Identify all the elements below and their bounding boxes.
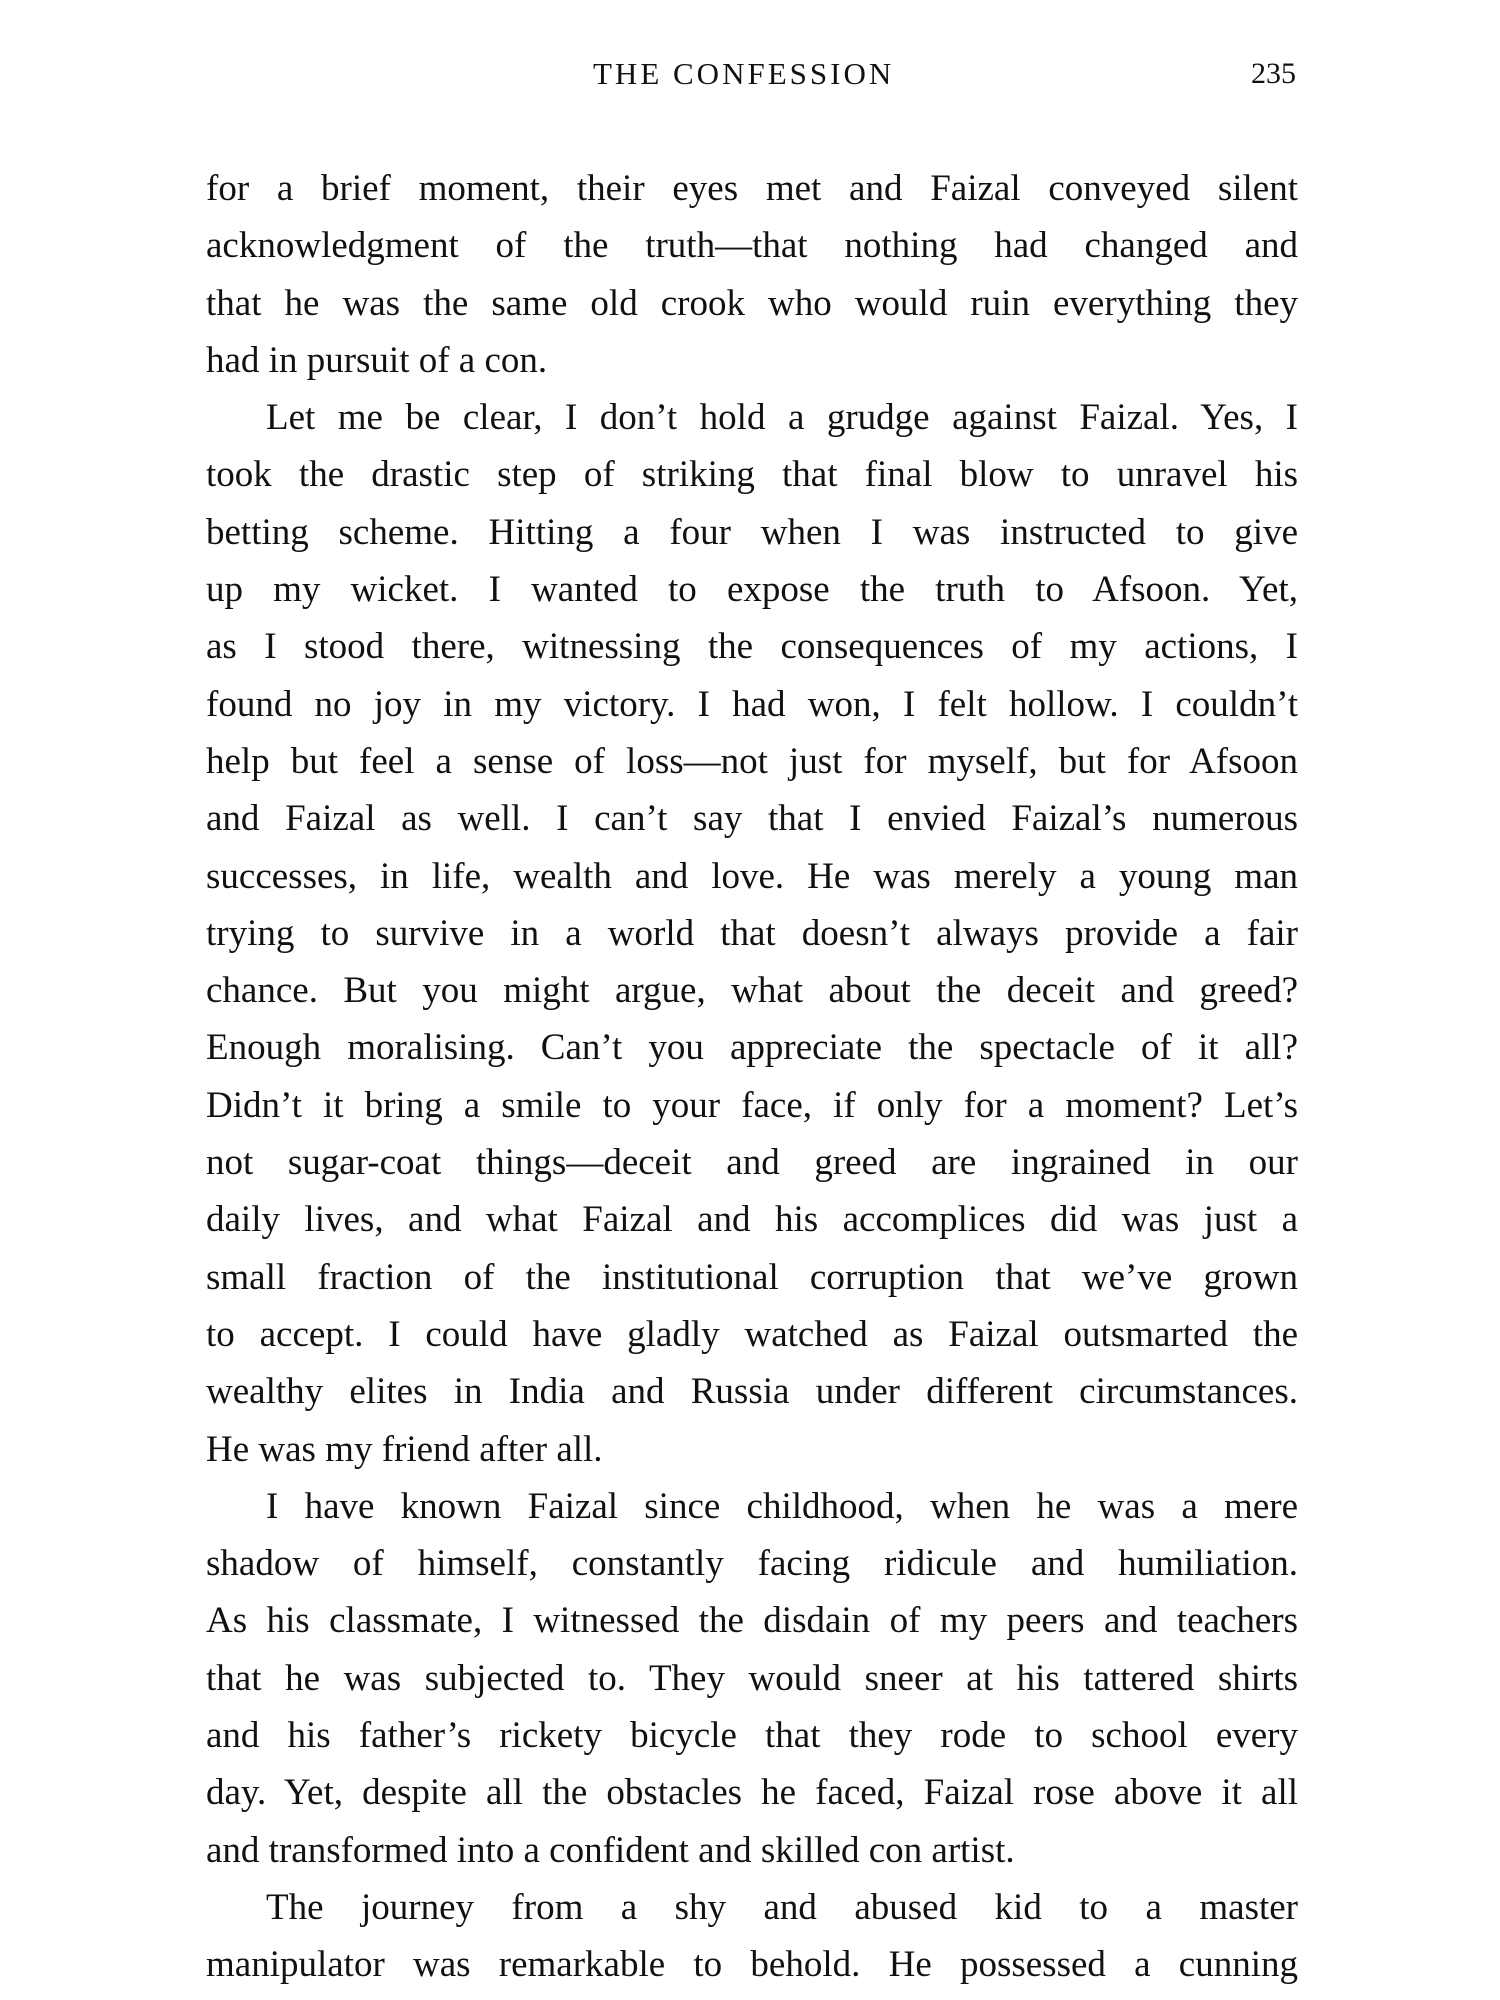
text-line: as I stood there, witnessing the consequences of my actions, I [206,626,1298,668]
text-line: betting scheme. Hitting a four when I was instructed to give [206,511,1298,553]
text-line: Enough moralising. Can’t you appreciate the spectacle of it all? [206,1027,1298,1069]
text-line: shadow of himself, constantly facing ridicule and humiliation. [206,1543,1298,1585]
body-text [206,160,1298,1994]
text-line: and Faizal as well. I can’t say that I envied Faizal’s numerous [206,798,1298,840]
text-line: chance. But you might argue, what about the deceit and greed? [206,970,1298,1012]
paragraph-4 [206,1879,1298,1994]
text-line: had in pursuit of a con. [206,339,548,381]
text-line: found no joy in my victory. I had won, I felt hollow. I couldn’t [206,683,1298,725]
paragraph-1 [206,160,1298,389]
paragraph-3 [206,1478,1298,1879]
text-line: Didn’t it bring a smile to your face, if only for a moment? Let’s [206,1084,1298,1126]
text-line: daily lives, and what Faizal and his accomplices did was just a [206,1199,1298,1241]
text-line: He was my friend after all. [206,1428,603,1470]
paragraph-2 [206,389,1298,1478]
text-line: and transformed into a confident and skilled con artist. [206,1829,1015,1871]
text-line: for a brief moment, their eyes met and Faizal conveyed silent [206,168,1298,209]
text-line: trying to survive in a world that doesn’t always provide a fair [206,912,1298,954]
text-line: took the drastic step of striking that final blow to unravel his [206,454,1298,496]
text-line: to accept. I could have gladly watched as Faizal outsmarted the [206,1313,1298,1355]
text-line: and his father’s rickety bicycle that they rode to school every [206,1715,1298,1757]
text-line: not sugar-coat things—deceit and greed are ingrained in our [206,1142,1298,1184]
text-line: help but feel a sense of loss—not just for myself, but for Afsoon [206,740,1298,782]
page-number: 235 [1251,57,1296,90]
chapter-title: THE CONFESSION [593,56,895,91]
text-line: manipulator was remarkable to behold. He possessed a cunning [206,1944,1298,1986]
text-line: small fraction of the institutional corruption that we’ve grown [206,1256,1298,1298]
text-line: I have known Faizal since childhood, when he was a mere [266,1485,1298,1527]
text-line: successes, in life, wealth and love. He was merely a young man [206,855,1298,897]
text-line: Let me be clear, I don’t hold a grudge against Faizal. Yes, I [266,397,1298,439]
text-line: up my wicket. I wanted to expose the truth to Afsoon. Yet, [206,569,1298,611]
text-line: The journey from a shy and abused kid to a master [266,1886,1298,1928]
text-line: day. Yet, despite all the obstacles he faced, Faizal rose above it all [206,1772,1298,1814]
text-line: As his classmate, I witnessed the disdain of my peers and teachers [206,1600,1298,1642]
text-line: that he was the same old crook who would ruin everything they [206,282,1298,324]
running-head [0,48,1500,98]
text-line: that he was subjected to. They would sneer at his tattered shirts [206,1657,1298,1699]
text-line: wealthy elites in India and Russia under different circumstances. [206,1371,1298,1413]
text-line: acknowledgment of the truth—that nothing had changed and [206,225,1298,267]
